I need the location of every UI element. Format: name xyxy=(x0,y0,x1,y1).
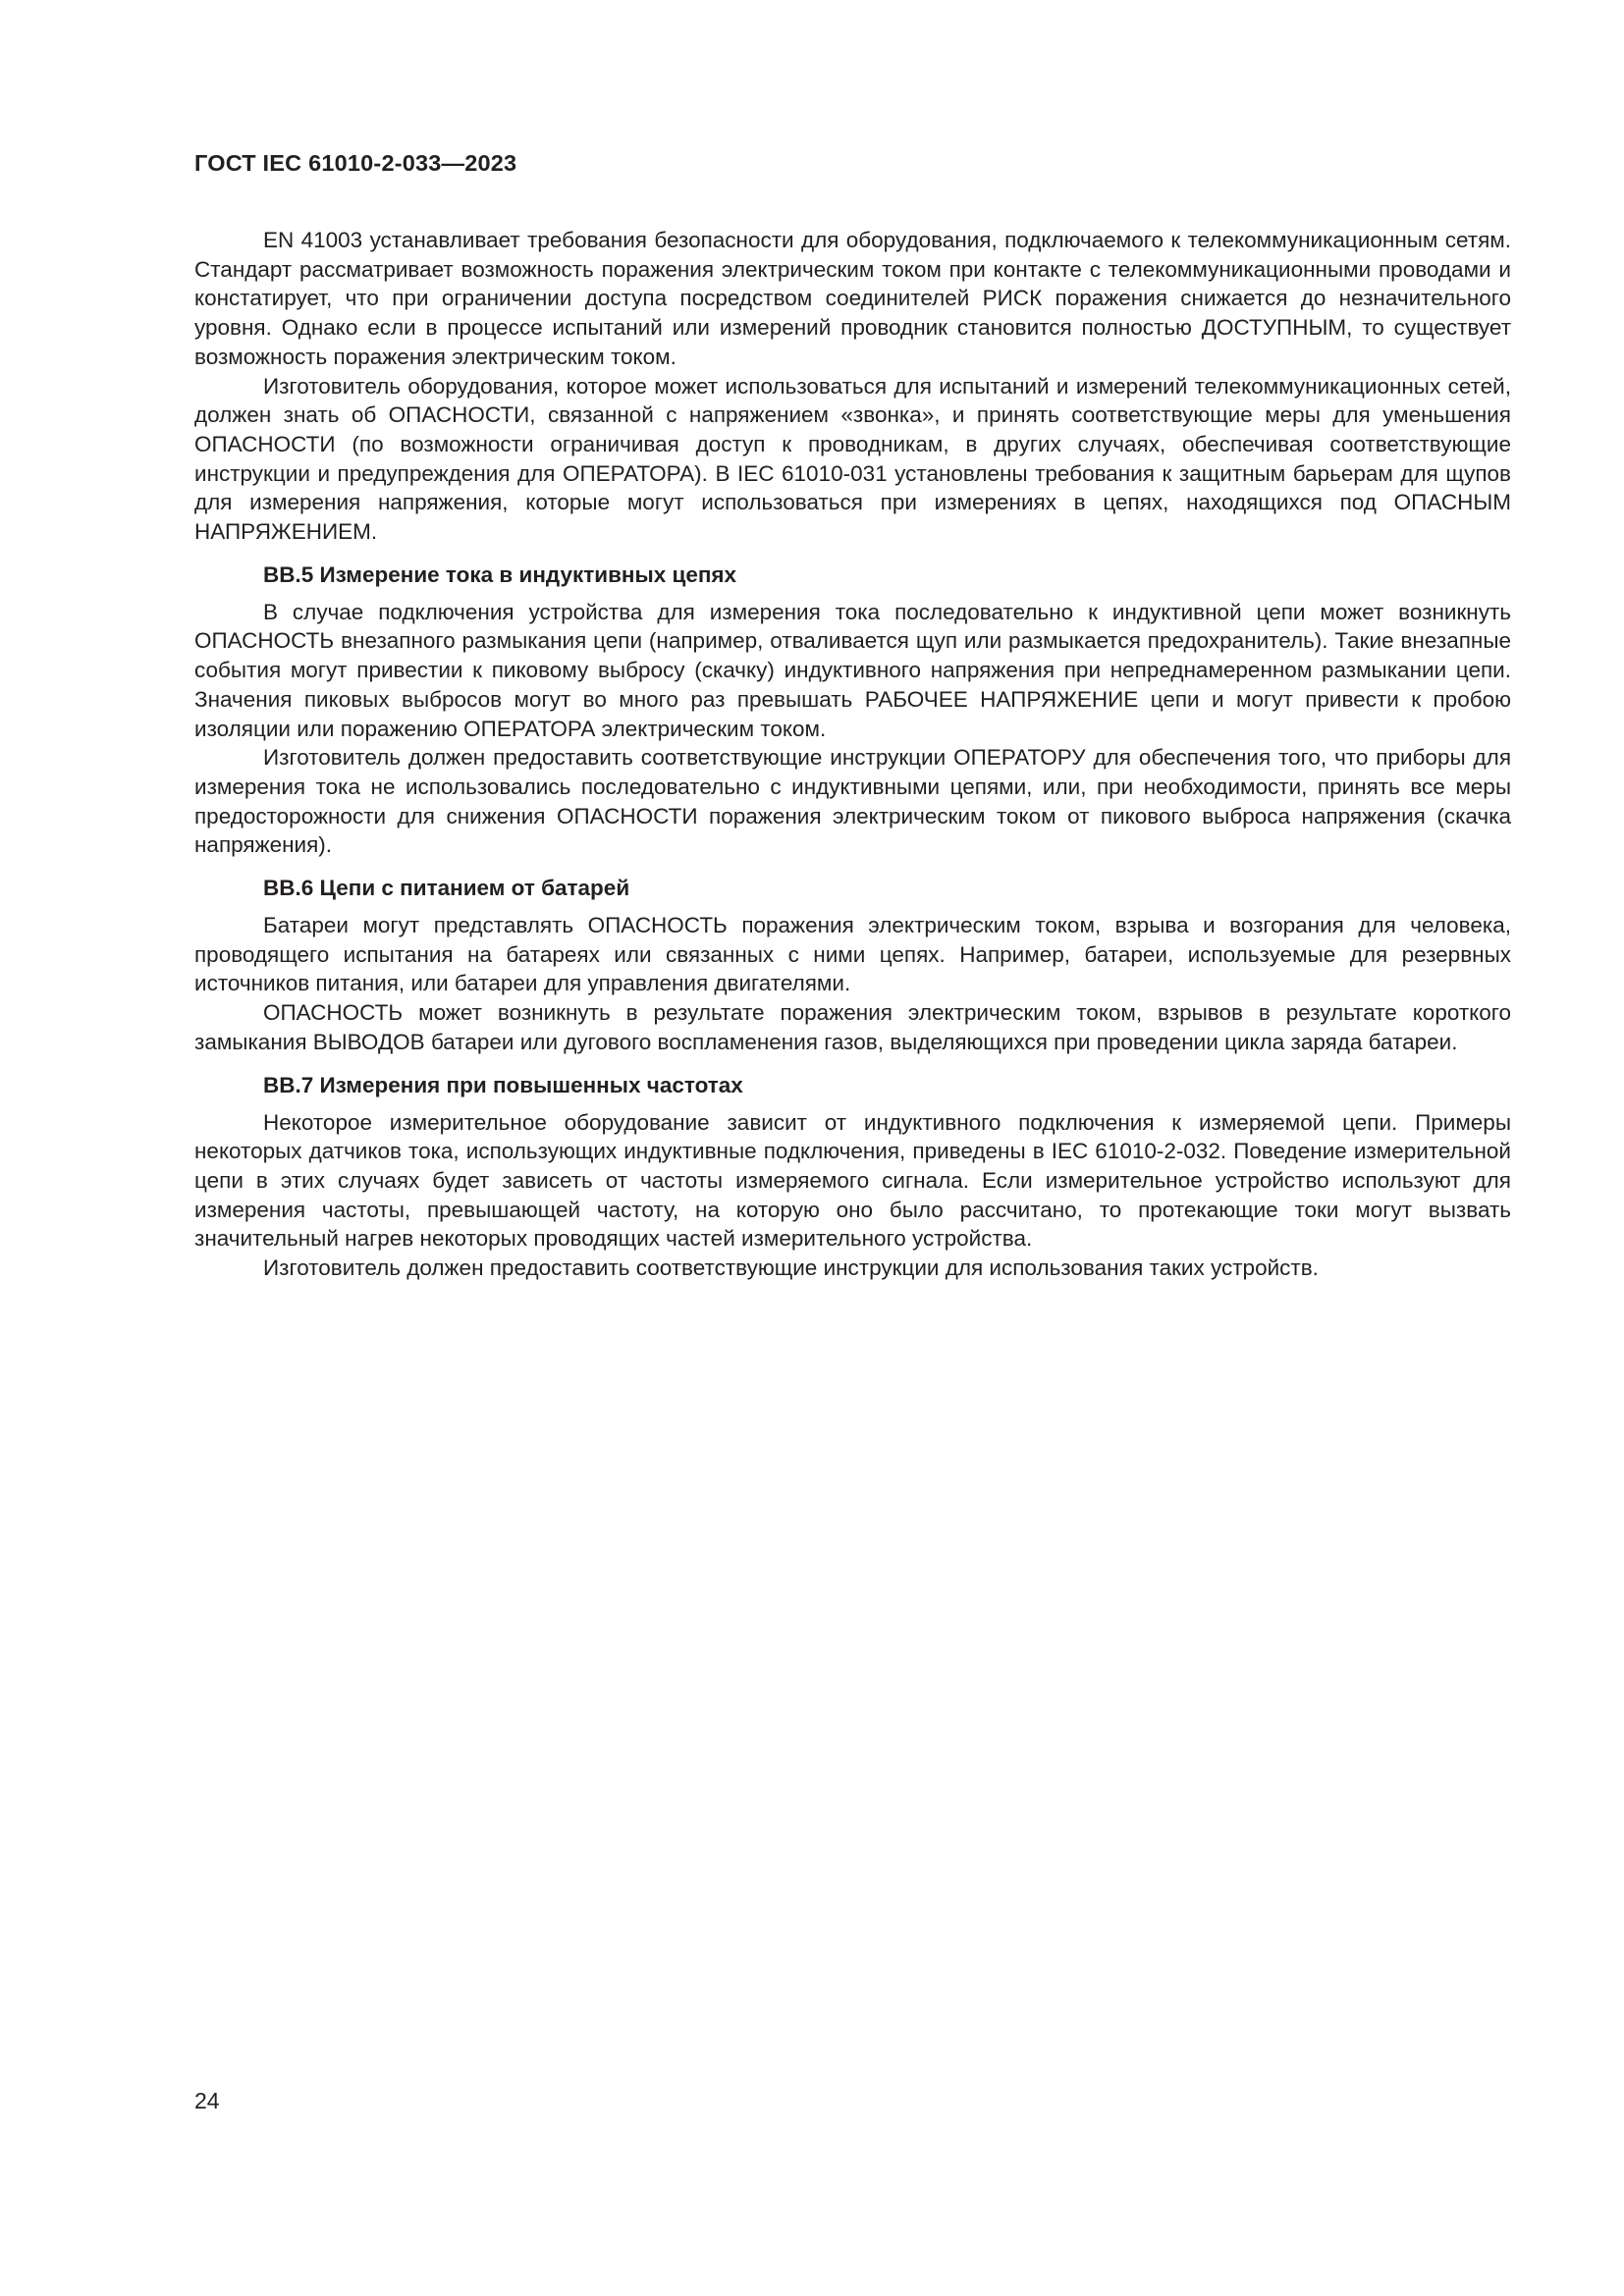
section-heading: ВВ.7 Измерения при повышенных частотах xyxy=(263,1072,743,1097)
section-bb7 xyxy=(194,1071,1511,1283)
document-header-title: ГОСТ IEC 61010-2-033—2023 xyxy=(194,150,517,176)
paragraph: Изготовитель оборудования, которое может использоваться для испытаний и измерений телекоммуникационных сетей, должен знать об ОПАСНОСТИ, связанной с напряжением «звонка», и принять соответствующие меры для уменьшения ОПАСНОСТИ (по возможности ограничивая доступ к проводникам, в других случаях, обеспечивая соответствующие инструкции и предупреждения для ОПЕРАТОРА). В IEC 61010-031 установлены требования к защитным барьерам для щупов для измерения напряжения, которые могут использоваться при измерениях в цепях, находящихся под ОПАСНЫМ НАПРЯЖЕНИЕМ. xyxy=(194,373,1511,545)
paragraph: Батареи могут представлять ОПАСНОСТЬ поражения электрическим током, взрыва и возгорания для человека, проводящего испытания на батареях или связанных с ними цепях. Например, батареи, используемые для резервных источников питания, или батареи для управления двигателями. xyxy=(194,913,1511,996)
section-heading: ВВ.6 Цепи с питанием от батарей xyxy=(263,876,630,901)
paragraph: Некоторое измерительное оборудование зависит от индуктивного подключения к измеряемой цепи. Примеры некоторых датчиков тока, использующих индуктивные подключения, приведены в IEC 61010-2-032. Поведение измерительной цепи в этих случаях будет зависеть от частоты измеряемого сигнала. Если измерительное устройство используют для измерения частоты, превышающей частоту, на которую оно было рассчитано, то протекающие токи могут вызвать значительный нагрев некоторых проводящих частей измерительного устройства. xyxy=(194,1109,1511,1252)
paragraph: В случае подключения устройства для измерения тока последовательно к индуктивной цепи может возникнуть ОПАСНОСТЬ внезапного размыкания цепи (например, отваливается щуп или размыкается предохранитель). Такие внезапные события могут привестии к пиковому выбросу (скачку) индуктивного напряжения при непреднамеренном размыкании цепи. Значения пиковых выбросов могут во много раз превышать РАБОЧЕЕ НАПРЯЖЕНИЕ цепи и могут привести к пробою изоляции или поражению ОПЕРАТОРА электрическим током. xyxy=(194,599,1511,741)
document-body xyxy=(194,226,1511,1283)
section-bb6 xyxy=(194,874,1511,1057)
section-heading: ВВ.5 Измерение тока в индуктивных цепях xyxy=(263,561,737,587)
paragraph: EN 41003 устанавливает требования безопасности для оборудования, подключаемого к телекоммуникационным сетям. Стандарт рассматривает возможность поражения электрическим током при контакте с телекоммуникационными проводами и констатирует, что при ограничении доступа посредством соединителей РИСК поражения снижается до незначительного уровня. Однако если в процессе испытаний или измерений проводник становится полностью ДОСТУПНЫМ, то существует возможность поражения электрическим током. xyxy=(194,228,1511,369)
paragraph: Изготовитель должен предоставить соответствующие инструкции для использования таких устройств. xyxy=(263,1255,1319,1281)
paragraph: Изготовитель должен предоставить соответствующие инструкции ОПЕРАТОРУ для обеспечения того, что приборы для измерения тока не использовались последовательно с индуктивными цепями, или, при необходимости, принять все меры предосторожности для снижения ОПАСНОСТИ поражения электрическим током от пикового выброса напряжения (скачка напряжения). xyxy=(194,745,1511,858)
section-bb5 xyxy=(194,561,1511,860)
paragraph: ОПАСНОСТЬ может возникнуть в результате поражения электрическим током, взрывов в результате короткого замыкания ВЫВОДОВ батареи или дугового воспламенения газов, выделяющихся при проведении цикла заряда батареи. xyxy=(194,1000,1511,1054)
page-number: 24 xyxy=(194,2088,220,2113)
